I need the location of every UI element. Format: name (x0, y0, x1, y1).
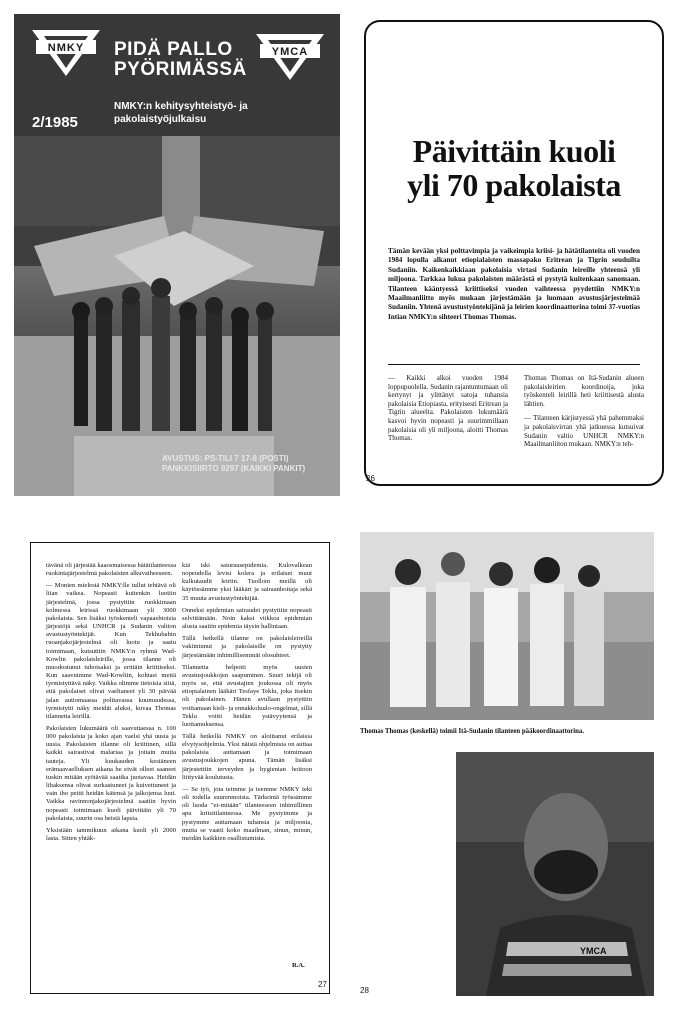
donation-caption-line2: PANKKISIIRTO 9297 (KAIKKI PANKIT) (162, 464, 306, 473)
issue-number: 2/1985 (32, 114, 78, 131)
cover-title (114, 40, 264, 80)
nmky-logo-text: NMKY (47, 42, 85, 54)
photo-caption: Thomas Thomas (keskellä) toimii Itä-Sudanin tilanteen pääkoordinaattorina. (360, 728, 585, 735)
nmky-logo (30, 28, 102, 78)
page-27 (6, 520, 338, 1004)
author-signature: R.A. (292, 962, 305, 969)
cover-photo (14, 136, 340, 496)
page-number: 26 (366, 474, 375, 483)
portrait-photo (456, 752, 654, 996)
article-headline (372, 134, 656, 202)
group-photo (360, 532, 654, 720)
cover-subtitle-line1: NMKY:n kehitysyhteistyö- ja (114, 101, 248, 112)
headline-line2: yli 70 pakolaista (407, 167, 621, 203)
page-number: 27 (318, 980, 327, 989)
cover-header (14, 14, 340, 136)
cover-subtitle-line2: pakolaistyöjulkaisu (114, 114, 207, 125)
paragraph: Yksistään tammikuun aikana kuoli yli 2000 lasta. Sitten yhtäk- (46, 826, 176, 842)
page-28 (346, 520, 668, 1004)
donation-caption-line1: AVUSTUS: PS-TILI 7 17-8 (POSTI) (162, 454, 289, 463)
paragraph: Tällä hetkellä tilanne on pakolaisleireillä vakiintunut ja pakolaisille on pystytty järjestämään inhimillisemmät olosuhteet. (182, 635, 312, 659)
cover-subtitle (114, 100, 314, 126)
paragraph: kiä iski saiurausepidemia. Kulovalkean nopeudella levisi kolera ja erilaiset muut kulkutaudit leiriin. Tuolloin meillä oli käytössämme yksi lääkäri ja sairaanhoitaja sekä 35 muuta avustustyöntekijää. (182, 562, 312, 602)
article-column-2 (524, 374, 644, 449)
shirt-ymca-text: YMCA (580, 946, 607, 956)
article-lead: Tämän kevään yksi polttavimpia ja vaikeimpia kriisi- ja hätätilanteita oli vuoden 1984 lopulla alkanut etiopialaisten massapako Eritrean ja Tigrin seuduilta Sudaniin. Kaikenkaikkiaan pakolaisia virtasi Sudanin leireille yhteensä yli miljoona. Tarkkaa lukua pakolaisten määrästä ei pystytä kuitenkaan sanomaan. Tilanteen kääntyessä kriittiseksi vuoden vaihteessa pyydettiin NMKY:n Maailmanliitto myös mukaan järjestämään ja luomaan avustusjärjestelmää Sudaniin. Yhtenä avustustyöntekijänä ja leirien koordinaattorina toimi 37-vuotias Intian NMKY:n sihteeri Thomas Thomas. (388, 247, 640, 321)
page-number: 28 (360, 986, 369, 995)
page-27-column-1 (46, 562, 176, 847)
paragraph: Tilannetta helpotti myös uusien avustusjoukkojen saapuminen. Suuri tekijä oli myös se, että avustajien joukossa oli myös etiopialainen lääkäri Tesfaye Teklu, joka itsekin oli pakolainen. Hänen avullaan pystyttiin voittamaan kieli- ja ennakkoluulo-ongelmat, sillä Teklu voitti heidän ystävyytensä ja luottamuksensa. (182, 663, 312, 728)
article-column-1: — Kaikki alkoi vuoden 1984 loppupuolella. Sudanin rajantuntumaan oli kertynyt ja ylittänyt satoja tuhansia pakolaisia Etiopiasta, erityisesti Eritrean ja Tigrin alueelta. Pakolaisten lukumäärä kasvoi hyvin nopeasti ja suurimmillaan pakolaisia oli yli miljoona, aloitti Thomas Thomas. (388, 374, 508, 443)
donation-caption (162, 454, 332, 474)
article-column-2-par1: Thomas Thomas on Itä-Sudanin alueen pakolaisleirien koordinoija, joka työskenteli leirillä heti kriittisestä alusta lähtien. (524, 374, 644, 408)
divider (388, 364, 640, 365)
page-26 (356, 14, 668, 494)
cover-title-line2: PYÖRIMÄSSÄ (114, 59, 247, 80)
paragraph: Tällä hetkellä NMKY on aloittanut erilaisia elvytysohjelmia. Yksi näistä ohjelmista on auttaa pakolaisia auttamaan ja toimimaan avustusjoukkojen apuna. Tämän lisäksi järjestettiin terveyden ja hygienian hoitoon liittyvää koulutusta. (182, 732, 312, 781)
group-photo-art (360, 532, 654, 720)
paragraph: Onneksi epidemian sairaudet pystyttiin nopeasti selvittämään. Noin kaksi viikkoa epidemian alusta saatiin epidemia täysin hallintaan. (182, 606, 312, 631)
magazine-cover (14, 14, 340, 496)
paragraph: tävänä oli järjestää kaaosmaisessa hätätilanteessa ruokintajärjestelmä pakolaisten alkuvaiheeseen. (46, 562, 176, 578)
paragraph: — Se työ, jota teimme ja teemme NMKY teki oli todella suurenmoista. Tärkeintä työssämme oli luoda "ei-mitään" tilanteeseen inhimillinen apu kriisitilanteessa. Me pystyimme ja pystymme auttamaan tuhansia ja miljoonia, mutta se vaatii koko maailman, sinun, minun, meidän kaikkien osallistumista. (182, 785, 312, 842)
page-27-column-2 (182, 562, 312, 847)
ymca-logo (254, 32, 326, 82)
headline-line1: Päivittäin kuoli (412, 133, 616, 169)
portrait-photo-art (456, 752, 654, 996)
paragraph: Pakolaisten lukumäärä oli saavuttaessa n. 100 000 pakolaista ja koko ajan vaelsi yhä uusia ja uusia. Pakolaisten tilanne oli kriittinen, sillä kaikki sairastivat malariaa ja joitain muita tauteja. Yli kuukauden kestäneen erämaavaelluksen aikana he eivät olleet saaneet tuskin mitään syötävää saatika juotavaa. Heidän lihaksensa olivat surkastuneet ja kuivettuneet ja vain iho peitti heidän kätensä ja jalkojensa luut. Vaikka ravinnonjakojärjestelmä saatiin hyvin nopeasti toimimaan kuoli päivittäin yli 70 pakolaista, suurin osa heistä lapsia. (46, 724, 176, 822)
paragraph: — Monien mielestä NMKY:lle tullut tehtävä oli liian vaikea. Nopeasti kuitenkin luotiin järjestelmä, jossa pystyttiin ruokkimaan kolmessa leirissä ruokkimaan yli 3000 pakolaista. Sen lisäksi työskenteli vapaaehtoisia järjestöjä sekä UNHCR ja Sudanin valtion avustustyöntekijät. Kun Tekhubabin ruoanjakojärjestelmä oli luotu ja saatu toimimaan, kutsuttiin NMKY:n ryhmä Wad-Kowlin pakolaisleirille, jossa tilanne oli muodostunut tuhoisaksi ja erittäin kriittiseksi. Kun saavuimme Wad-Kowliin, kohtasi meitä tyrmistyttävä näky. Vaikka olimme tietoisia siitä, että pakolaiset olivat vaeltaneet yli 30 päivää jalan autiomaassa polttavassa kuumuudessa, tyrmistytti näky meidät aluksi, kuvaa Thomas tilannetta leirillä. (46, 582, 176, 720)
ymca-logo-text: YMCA (271, 46, 309, 58)
article-column-2-par2: — Tilanteen kärjistyessä yhä pahemmaksi ja pakolaisvirran yhä jatkuessa kutsuivat Sudanin valtio UNHCR NMKY:n Maailmanliiton mukaan. NMKY:n teh- (524, 414, 644, 449)
cover-photo-art (14, 136, 340, 496)
cover-title-line1: PIDÄ PALLO (114, 39, 233, 60)
